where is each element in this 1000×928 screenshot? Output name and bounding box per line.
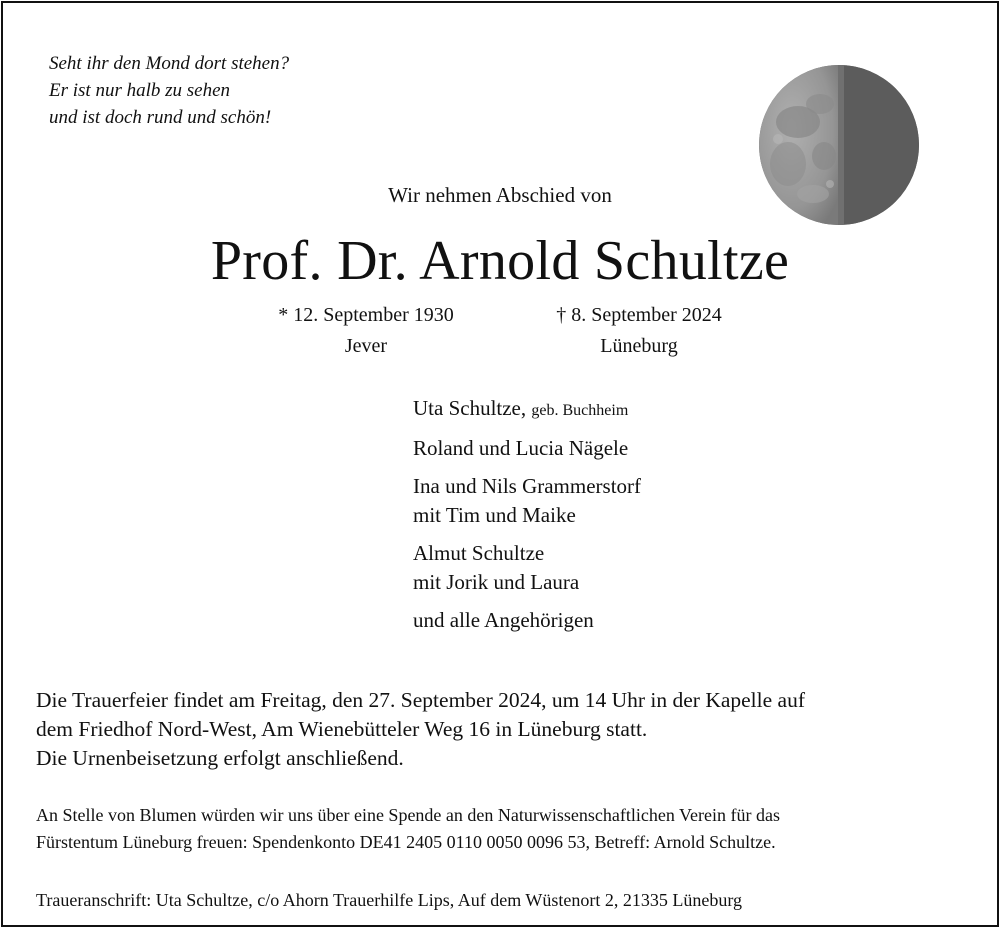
donation-line: An Stelle von Blumen würden wir uns über eine Spende an den Naturwissenschaftlichen Verein für das — [36, 805, 780, 825]
mourning-address: Traueranschrift: Uta Schultze, c/o Ahorn Trauerhilfe Lips, Auf dem Wüstenort 2, 21335 Lüneburg — [36, 890, 743, 910]
mourner-group — [413, 472, 641, 530]
mourner-group — [413, 606, 641, 635]
mourner-note: geb. Buchheim — [531, 402, 629, 419]
intro-text: Wir nehmen Abschied von — [388, 183, 612, 207]
poem — [49, 50, 289, 131]
mourner-name: und alle Angehörigen — [413, 608, 594, 632]
funeral-line: Die Urnenbeisetzung erfolgt anschließend. — [36, 746, 404, 770]
birth-info — [216, 300, 516, 362]
deceased-name: Prof. Dr. Arnold Schultze — [210, 230, 790, 292]
mourner-group — [413, 394, 641, 425]
mourners-list — [413, 394, 641, 644]
mourner-group — [413, 434, 641, 463]
poem-line: Er ist nur halb zu sehen — [49, 80, 231, 101]
mourner-name: mit Tim und Maike — [413, 503, 576, 527]
mourner-name: Roland und Lucia Nägele — [413, 436, 629, 460]
donation-info — [36, 802, 780, 856]
poem-line: Seht ihr den Mond dort stehen? — [49, 53, 290, 74]
birth-place: Jever — [344, 335, 388, 357]
death-date: † 8. September 2024 — [556, 304, 722, 326]
mourner-name: Uta Schultze, — [413, 396, 527, 420]
death-place: Lüneburg — [600, 335, 678, 357]
mourner-group — [413, 539, 641, 597]
birth-date: * 12. September 1930 — [278, 304, 454, 326]
funeral-line: dem Friedhof Nord-West, Am Wienebütteler Weg 16 in Lüneburg statt. — [36, 717, 648, 741]
donation-line: Fürstentum Lüneburg freuen: Spendenkonto DE41 2405 0110 0050 0096 53, Betreff: Arnold Schultze. — [36, 832, 776, 852]
death-info — [489, 300, 789, 362]
mourner-name: mit Jorik und Laura — [413, 570, 580, 594]
poem-line: und ist doch rund und schön! — [49, 107, 272, 128]
mourner-name: Ina und Nils Grammerstorf — [413, 474, 642, 498]
funeral-info — [36, 686, 805, 773]
mourner-name: Almut Schultze — [413, 541, 545, 565]
funeral-line: Die Trauerfeier findet am Freitag, den 27. September 2024, um 14 Uhr in der Kapelle auf — [36, 688, 806, 712]
